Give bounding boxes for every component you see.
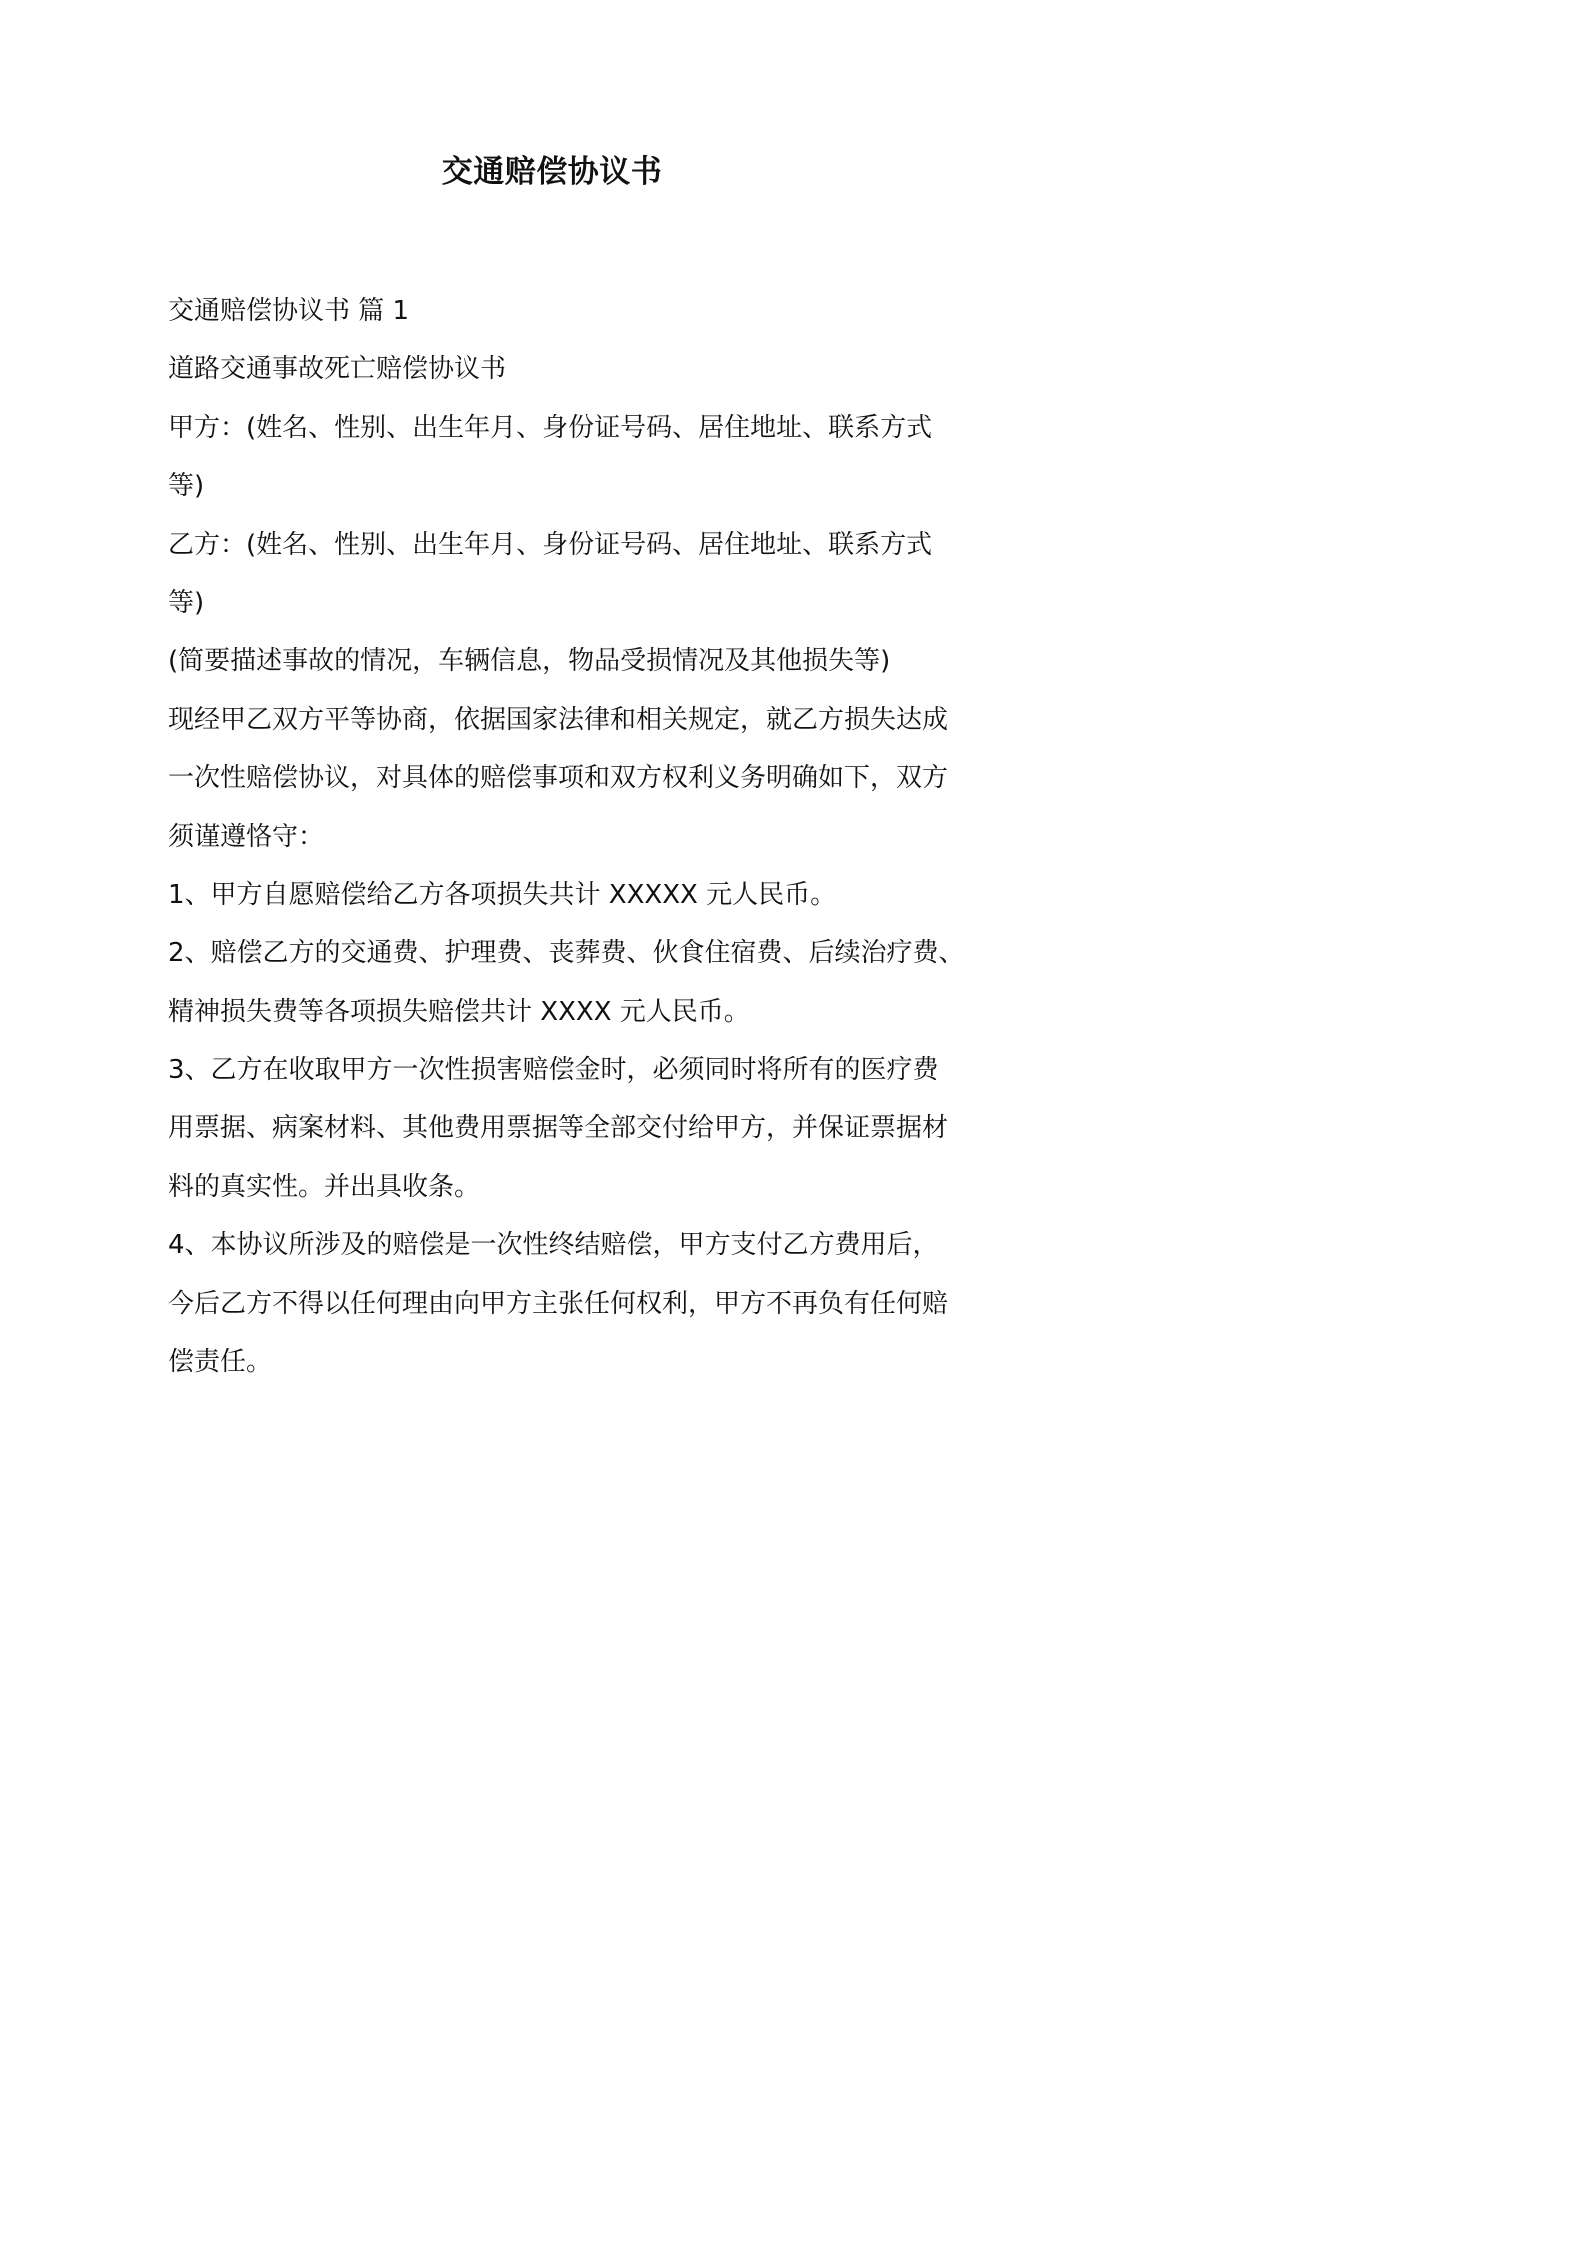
document-title: 交通赔偿协议书 [441,154,663,190]
clause-2-line-2: 精神损失费等各项损失赔偿共计 XXXX 元人民币。 [168,996,750,1027]
agreement-subtitle: 道路交通事故死亡赔偿协议书 [168,354,507,385]
preamble-line-1: 现经甲乙双方平等协商，依据国家法律和相关规定，就乙方损失达成 [168,704,949,735]
clause-3-line-2: 用票据、病案材料、其他费用票据等全部交付给甲方，并保证票据材 [168,1113,949,1144]
clause-2-line-1: 2、赔偿乙方的交通费、护理费、丧葬费、伙食住宿费、后续治疗费、 [168,938,965,969]
clause-3-line-3: 料的真实性。并出具收条。 [168,1171,481,1202]
clause-3-line-1: 3、乙方在收取甲方一次性损害赔偿金时，必须同时将所有的医疗费 [168,1055,939,1086]
clause-4-line-3: 偿责任。 [168,1347,273,1378]
section-heading: 交通赔偿协议书 篇 1 [168,296,410,326]
party-b-line-1: 乙方：(姓名、性别、出生年月、身份证号码、居住地址、联系方式 [168,529,933,560]
preamble-line-3: 须谨遵恪守： [168,821,325,852]
document-body [168,282,965,1391]
accident-description: (简要描述事故的情况，车辆信息，物品受损情况及其他损失等) [168,646,891,677]
party-a-line-1: 甲方：(姓名、性别、出生年月、身份证号码、居住地址、联系方式 [168,412,933,443]
party-a-line-2: 等) [168,471,205,502]
preamble-line-2: 一次性赔偿协议，对具体的赔偿事项和双方权利义务明确如下，双方 [168,763,949,794]
party-b-line-2: 等) [168,587,205,618]
clause-4-line-2: 今后乙方不得以任何理由向甲方主张任何权利，甲方不再负有任何赔 [168,1288,949,1319]
clause-1-line-1: 1、甲方自愿赔偿给乙方各项损失共计 XXXXX 元人民币。 [168,879,837,910]
clause-4-line-1: 4、本协议所涉及的赔偿是一次性终结赔偿，甲方支付乙方费用后， [168,1230,939,1261]
